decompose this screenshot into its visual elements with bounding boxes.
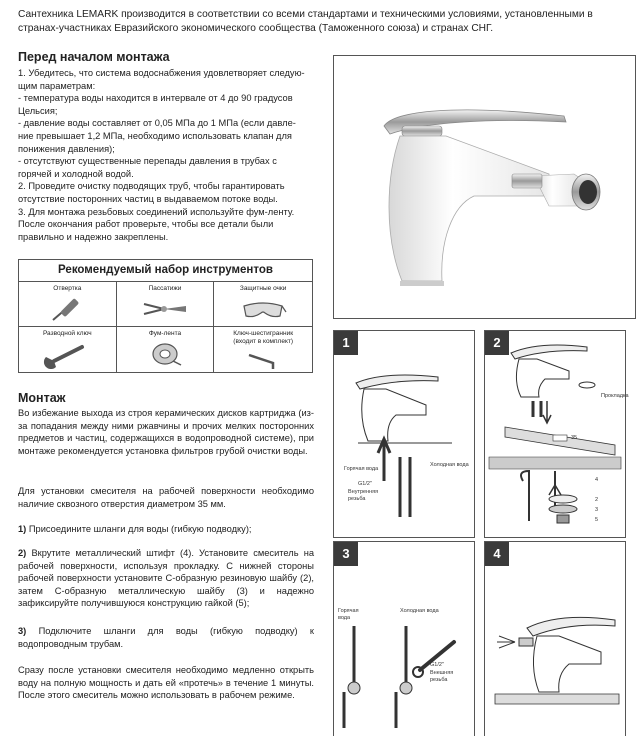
intro-text: Сантехника LEMARK производится в соответствии со всеми стандартами и техническими условиями, установленными в странах-участниках Евразийского экономического сообщества (Таможенного союза) и странах СНГ.: [18, 9, 593, 34]
screwdriver-icon: [47, 296, 87, 324]
text-line: 3. Для монтажа резьбовых соединений используйте фум-ленту.: [18, 206, 295, 217]
step-number-badge: 1: [334, 331, 358, 355]
thread-type-label: Внешняя резьба: [430, 670, 454, 683]
install-step-3: [18, 625, 314, 650]
text-line: - отсутствуют существенные перепады давления в трубах с: [18, 156, 277, 167]
thread-type-label: Внутренняя резьба: [348, 489, 379, 502]
tools-title: Рекомендуемый набор инструментов: [19, 260, 312, 282]
before-install-heading: Перед началом монтажа: [18, 50, 170, 64]
gasket-label: Прокладка: [601, 393, 629, 399]
step-text: Вкрутите металлический штифт (4). Установите смеситель на рабочей поверхности, используя прокладку. С нижней стороны рабочей поверхности установите С-образную резиновую шайбу (2), затем С-образную металлическую шайбу (3) и надежно зафиксируйте получившуюся конструкцию гайкой (5);: [18, 548, 314, 609]
step-4-diagram: [484, 541, 626, 736]
tool-label: Отвертка: [53, 285, 82, 292]
bidet-mixer-icon: [334, 56, 635, 318]
faucet-installed-icon: [485, 542, 625, 736]
tool-label-note: (входит в комплект): [233, 338, 294, 345]
pliers-icon: [140, 296, 190, 324]
faucet-mounting-icon: [485, 331, 625, 537]
part-number-label: 2: [595, 497, 599, 503]
thread-size-label: G1/2": [430, 662, 444, 668]
text-line: понижения давления);: [18, 143, 115, 154]
install-paragraph-1: Во избежание выхода из строя керамических дисков картриджа (из-за попадания между ними ржавчины и прочих мелких посторонних предметов и частиц, содержащихся в водопроводной системе), при монтаже рекомендуется установка фильтров грубой очистки воды.: [18, 408, 314, 456]
step-text: Присоедините шланги для воды (гибкую подводку);: [28, 524, 252, 534]
step-1-diagram: [333, 330, 475, 538]
tools-table: [18, 259, 313, 373]
faucet-hoses-icon: [334, 331, 474, 537]
before-install-text: [18, 67, 314, 243]
step-number: 1): [18, 524, 27, 534]
step-2-diagram: [484, 330, 629, 538]
tool-label: Фум-лента: [148, 330, 182, 337]
tool-cell: [19, 327, 117, 372]
tool-label: Пассатижи: [148, 285, 182, 292]
tool-cell: [117, 327, 215, 372]
tool-cell: [214, 282, 312, 327]
part-number-label: 5: [595, 517, 599, 523]
text-line: отсутствие посторонних частиц в выдаваемом потоке воды.: [18, 193, 278, 204]
text-line: После окончания работ проверьте, чтобы все детали были: [18, 219, 274, 230]
text-line: горячей и холодной водой.: [18, 168, 134, 179]
text-line: - температура воды находится в интервале от 4 до 90 градусов: [18, 93, 293, 104]
wrench-icon: [42, 339, 92, 369]
step-text: Подключите шланги для воды (гибкую подводку) к водопроводным трубам.: [18, 626, 314, 649]
text-line: щим параметрам:: [18, 80, 96, 91]
cold-water-label: Холодная вода: [430, 462, 469, 468]
tool-label: Ключ-шестигранник: [233, 330, 294, 337]
install-step-2: [18, 547, 314, 610]
tool-label: Разводной ключ: [42, 330, 92, 337]
tool-cell: [19, 282, 117, 327]
step-number-badge: 2: [485, 331, 509, 355]
tool-cell: [214, 327, 312, 372]
part-number-label: 3: [595, 507, 599, 513]
pipe-connection-icon: [334, 542, 474, 736]
install-heading: Монтаж: [18, 391, 66, 405]
text-line: Цельсия;: [18, 105, 58, 116]
tool-cell: [117, 282, 215, 327]
hot-water-label: Горячая вода: [344, 466, 379, 472]
tape-icon: [145, 339, 185, 369]
hot-water-label: Горячая вода: [338, 608, 359, 621]
step-number-badge: 3: [334, 542, 358, 566]
tool-label: Защитные очки: [239, 285, 287, 292]
step-number-badge: 4: [485, 542, 509, 566]
text-line: 1. Убедитесь, что система водоснабжения удовлетворяет следую-: [18, 68, 305, 78]
install-step-1: [18, 523, 314, 536]
step-number: 3): [18, 626, 27, 636]
hole-diameter-label: 35: [571, 435, 578, 441]
thread-size-label: G1/2": [358, 481, 372, 487]
step-3-diagram: [333, 541, 475, 736]
product-photo: [333, 55, 636, 319]
part-number-label: 4: [595, 477, 599, 483]
step-number: 2): [18, 548, 27, 558]
text-line: - давление воды составляет от 0,05 МПа до 1 МПа (если давле-: [18, 118, 296, 129]
text-line: правильно и надежно закреплены.: [18, 231, 169, 242]
cold-water-label: Холодная вода: [400, 608, 439, 614]
hex-key-icon: [243, 349, 283, 371]
goggles-icon: [238, 296, 288, 324]
text-line: 2. Проведите очистку подводящих труб, чтобы гарантировать: [18, 181, 285, 192]
install-paragraph-3: Сразу после установки смесителя необходимо медленно открыть воду на полную мощность и дать ей «протечь» в течение 1 минуты. После этого смеситель можно использовать в рабочем режиме.: [18, 665, 314, 701]
install-paragraph-2: Для установки смесителя на рабочей поверхности необходимо наличие сквозного отверстия диаметром 35 мм.: [18, 486, 314, 509]
text-line: ние превышает 1,2 МПа, необходимо использовать клапан для: [18, 130, 292, 141]
